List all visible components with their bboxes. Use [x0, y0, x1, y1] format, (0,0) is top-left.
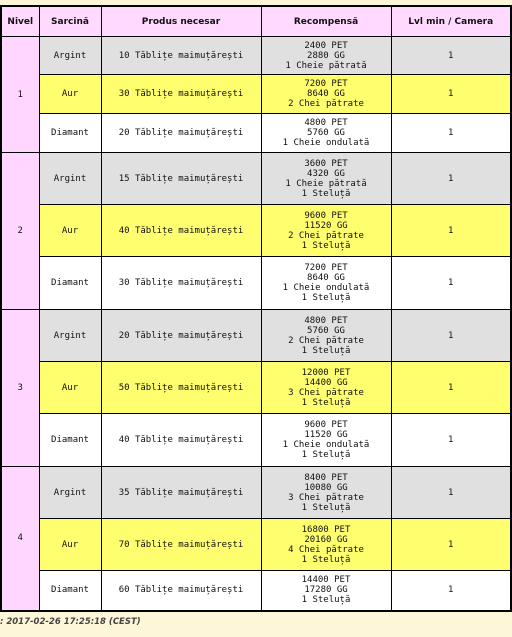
level-cell: 1 [1, 37, 39, 153]
product-cell: 60 Tăblițe maimuțărești [101, 571, 261, 611]
reward-line: 4800 PET [304, 118, 348, 128]
quest-table-body [1, 37, 511, 611]
camera-cell: 1 [391, 310, 511, 362]
reward-line: 14400 PET [301, 575, 351, 586]
reward-cell [261, 519, 391, 571]
reward-line: 1 Steluță [301, 397, 351, 408]
reward-cell [261, 414, 391, 467]
task-cell: Diamant [39, 257, 101, 310]
camera-cell: 1 [391, 362, 511, 414]
table-row [1, 519, 511, 571]
product-cell: 70 Tăblițe maimuțărești [101, 519, 261, 571]
reward-line: 1 Cheie ondulată [282, 440, 370, 450]
footer-timestamp: : 2017-02-26 17:25:18 (CEST) [0, 617, 141, 627]
reward-line: 7200 PET [304, 79, 348, 89]
camera-cell: 1 [391, 571, 511, 611]
product-cell: 40 Tăblițe maimuțărești [101, 205, 261, 257]
reward-line: 10080 GG [304, 482, 348, 493]
task-cell: Aur [39, 205, 101, 257]
task-cell: Aur [39, 75, 101, 114]
reward-line: 2400 PET [304, 40, 348, 51]
table-row [1, 467, 511, 519]
reward-cell [261, 205, 391, 257]
product-cell: 20 Tăblițe maimuțărești [101, 310, 261, 362]
table-row [1, 310, 511, 362]
product-cell: 15 Tăblițe maimuțărești [101, 153, 261, 205]
reward-line: 2 Chei pătrate [288, 99, 364, 109]
reward-line: 2 Chei pătrate [288, 230, 364, 241]
reward-line: 1 Cheie ondulată [282, 283, 370, 293]
level-cell: 2 [1, 153, 39, 310]
product-cell: 20 Tăblițe maimuțărești [101, 114, 261, 153]
task-cell: Aur [39, 519, 101, 571]
product-cell: 35 Tăblițe maimuțărești [101, 467, 261, 519]
header-lvl-camera: Lvl min / Camera [391, 6, 511, 37]
product-cell: 30 Tăblițe maimuțărești [101, 75, 261, 114]
task-cell: Aur [39, 362, 101, 414]
reward-line: 17280 GG [304, 585, 348, 596]
task-cell: Argint [39, 153, 101, 205]
camera-cell: 1 [391, 114, 511, 153]
camera-cell: 1 [391, 75, 511, 114]
reward-line: 9600 PET [304, 420, 348, 430]
task-cell: Argint [39, 37, 101, 75]
reward-line: 5760 GG [307, 325, 345, 336]
reward-line: 4800 PET [304, 315, 348, 326]
reward-line: 1 Steluță [301, 502, 351, 513]
reward-line: 3 Chei pătrate [288, 387, 364, 398]
camera-cell: 1 [391, 519, 511, 571]
reward-cell [261, 467, 391, 519]
reward-line: 1 Cheie ondulată [282, 138, 370, 148]
task-cell: Diamant [39, 414, 101, 467]
reward-line: 20160 GG [304, 534, 348, 545]
reward-line: 8640 GG [307, 273, 345, 283]
product-cell: 30 Tăblițe maimuțărești [101, 257, 261, 310]
reward-line: 3 Chei pătrate [288, 492, 364, 503]
table-row [1, 75, 511, 114]
table-row [1, 114, 511, 153]
reward-line: 2880 GG [307, 50, 345, 61]
reward-line: 1 Cheie pătrată [285, 60, 367, 71]
reward-line: 1 Steluță [301, 345, 351, 356]
table-row [1, 257, 511, 310]
camera-cell: 1 [391, 257, 511, 310]
product-cell: 50 Tăblițe maimuțărești [101, 362, 261, 414]
camera-cell: 1 [391, 37, 511, 75]
reward-line: 3600 PET [304, 158, 348, 169]
reward-line: 12000 PET [301, 367, 351, 378]
reward-cell [261, 114, 391, 153]
reward-line: 1 Steluță [301, 554, 351, 565]
reward-cell [261, 571, 391, 611]
task-cell: Argint [39, 467, 101, 519]
camera-cell: 1 [391, 467, 511, 519]
task-cell: Diamant [39, 114, 101, 153]
reward-line: 1 Steluță [301, 188, 351, 199]
camera-cell: 1 [391, 414, 511, 467]
reward-line: 1 Steluță [301, 595, 351, 606]
level-cell: 3 [1, 310, 39, 467]
reward-line: 9600 PET [304, 210, 348, 221]
product-cell: 10 Tăblițe maimuțărești [101, 37, 261, 75]
reward-line: 4320 GG [307, 168, 345, 179]
reward-cell [261, 75, 391, 114]
reward-line: 1 Cheie pătrată [285, 178, 367, 189]
reward-cell [261, 362, 391, 414]
header-recompensa: Recompensă [261, 6, 391, 37]
reward-cell [261, 153, 391, 205]
reward-line: 5760 GG [307, 128, 345, 138]
reward-line: 8400 PET [304, 472, 348, 483]
quest-table [0, 5, 512, 612]
table-row [1, 37, 511, 75]
header-row [1, 6, 511, 37]
task-cell: Diamant [39, 571, 101, 611]
header-sarcina: Sarcină [39, 6, 101, 37]
product-cell: 40 Tăblițe maimuțărești [101, 414, 261, 467]
reward-line: 2 Chei pătrate [288, 335, 364, 346]
table-row [1, 571, 511, 611]
header-produs: Produs necesar [101, 6, 261, 37]
task-cell: Argint [39, 310, 101, 362]
reward-line: 14400 GG [304, 377, 348, 388]
reward-line: 1 Steluță [301, 450, 351, 460]
reward-line: 4 Chei pătrate [288, 544, 364, 555]
camera-cell: 1 [391, 153, 511, 205]
reward-line: 16800 PET [301, 524, 351, 535]
level-cell: 4 [1, 467, 39, 611]
reward-cell [261, 310, 391, 362]
reward-line: 1 Steluță [301, 293, 351, 303]
reward-line: 8640 GG [307, 89, 345, 99]
reward-line: 1 Steluță [301, 240, 351, 251]
reward-line: 7200 PET [304, 263, 348, 273]
reward-cell [261, 37, 391, 75]
header-nivel: Nivel [1, 6, 39, 37]
table-row [1, 362, 511, 414]
reward-cell [261, 257, 391, 310]
reward-line: 11520 GG [304, 430, 348, 440]
camera-cell: 1 [391, 205, 511, 257]
table-row [1, 414, 511, 467]
table-row [1, 205, 511, 257]
table-row [1, 153, 511, 205]
reward-line: 11520 GG [304, 220, 348, 231]
